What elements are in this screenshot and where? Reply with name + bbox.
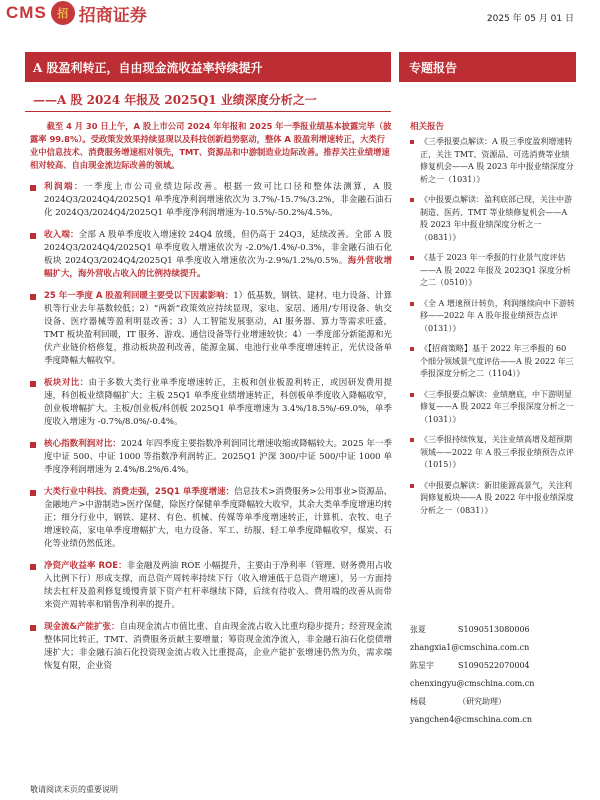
bullet-text: 一季度上市公司业绩边际改善。根据一致可比口径和整体法测算，A 股 2024Q3/2024Q4/2025Q1 单季度净利润增速依次为 3.7%/-15.7%/3.2%，非金融石油石化 2024Q3/2024Q4/2025Q1 单季度净利润增速为-10.5%/-50.2%/4.5%。 xyxy=(44,182,392,218)
bullet-marker-icon xyxy=(30,564,36,570)
analyst-email[interactable]: chenxingyu@cmschina.com.cn xyxy=(410,679,535,688)
related-report-link[interactable]: 《中报要点解读：新旧能源高景气，关注利润修复板块——A 股 2022 年中报业绩深度分析之一（0831）》 xyxy=(410,480,576,518)
headline-bar xyxy=(25,52,391,82)
logo-en: CMS xyxy=(6,3,47,22)
related-report-link[interactable]: 《三季报持续恢复，关注业绩高增及超预期领域——2022 年 A 股三季报业绩预告点评（1015）》 xyxy=(410,434,576,472)
related-report-link[interactable]: 《【招商策略】基于 2022 年三季报的 60 个细分领域景气度评估——A 股 2022 年三季报深度分析之二（1104）》 xyxy=(410,343,576,381)
bullet-marker-icon xyxy=(30,490,36,496)
report-type-bar xyxy=(399,52,576,82)
analyst-id: （研究助理） xyxy=(458,697,506,706)
analyst-name: 杨晨 xyxy=(410,697,426,706)
bullet-text: 自由现金流占市值比重、自由现金流占收入比重均稳步提升；经营现金流整体同比转正，TMT、消费服务贡献主要增量；筹资现金流净流入，非金融石油石化偿债增速扩大；非金融石油石化投资现金流占收入比重提高，企业产能扩张增速仍然为负，需求端恢复有限，企业资 xyxy=(44,622,392,671)
lead-prefix: 截至 4 月 30 日上午， xyxy=(46,121,134,131)
analyst-block xyxy=(410,621,576,729)
lead-paragraph xyxy=(30,120,392,172)
report-date: 2025 年 05 月 01 日 xyxy=(486,14,574,24)
analyst-row xyxy=(410,693,576,711)
bullet-indices xyxy=(30,438,392,477)
bullet-sectors xyxy=(30,486,392,551)
bullet-profit xyxy=(30,181,392,220)
related-report-link[interactable]: 《三季报要点解读：A 股三季度盈利增速转正，关注 TMT、资源品、可选消费等业绩修复机会——A 股 2023 年中报业绩深度分析之一（1031）》 xyxy=(410,136,576,186)
divider xyxy=(25,111,391,112)
bullet-text: 由于多数大类行业单季度增速转正，主板和创业板盈利转正，或因研发费用提速，科创板业绩降幅扩大；主板 25Q1 单季度业绩增速转正，科创板单季度收入降幅收窄，创业板增幅扩大。主板/创业板/科创板 2025Q1 单季度增速为 3.4%/18.5%/-69.0%，单季度收入增速为 -0.7%/8.0%/-0.4%。 xyxy=(44,378,392,427)
bullet-head: 核心指数利润对比： xyxy=(44,439,121,449)
bullet-marker-icon xyxy=(30,442,36,448)
bullet-head: 板块对比： xyxy=(44,378,89,388)
analyst-id: S1090513080006 xyxy=(458,625,530,634)
bullet-emphasis: 海外营收增幅扩大，海外营收占收入的比例持续提升。 xyxy=(44,256,392,279)
related-report-link[interactable]: 《全 A 增速预计转负，利润继续向中下游转移——2022 年 A 股年报业绩预告点评（0131）》 xyxy=(410,298,576,336)
analyst-id: S1090522070004 xyxy=(458,661,530,670)
analyst-email[interactable]: yangchen4@cmschina.com.cn xyxy=(410,715,533,724)
sidebar xyxy=(410,120,576,525)
footer-disclaimer: 敬请阅读末页的重要说明 xyxy=(30,785,118,794)
logo-badge-icon: 招 xyxy=(51,1,75,25)
bullet-text: 1）低基数，钢铁、建材、电力设备、计算机等行业去年基数较低；2）“两新”政策效应持续显现，家电、家居、通用/专用设备、轨交设备、医疗器械等盈利明显改善；3）人工智能发展驱动，AI 服务器、算力等需求旺盛，TMT 板块盈利回暖，IT 服务、游戏、通信设备等行业增速较快；4）一季度部分新能源和光伏产业链价格修复，推动板块盈利改善，能源金属、电池行业单季度增速转正，光伏设备单季度降幅大幅收窄。 xyxy=(44,291,392,366)
subtitle: ——A 股 2024 年报及 2025Q1 业绩深度分析之一 xyxy=(33,93,317,107)
related-report-link[interactable]: 《基于 2023 年一季报的行业景气度评估——A 股 2022 年报及 2023Q1 深度分析之二（0510）》 xyxy=(410,252,576,290)
analyst-email[interactable]: zhangxia1@cmschina.com.cn xyxy=(410,643,530,652)
bullet-marker-icon xyxy=(30,381,36,387)
bullet-cashflow xyxy=(30,621,392,673)
bullet-text: 全部 A 股单季度收入增速较 24Q4 放缓，但仍高于 24Q3，延续改善。全部 A 股 2024Q3/2024Q4/2025Q1 单季度收入增速依次为 -2.0%/1.4%/-0.3%，非金融石油石化板块 2024Q3/2024Q4/2025Q1 单季度收入增速依次为-2.9%/1.2%/0.5%。 xyxy=(44,230,392,266)
related-report-link[interactable]: 《三季报要点解读：业绩磨底，中下游明显修复——A 股 2022 年三季报深度分析之一（1031）》 xyxy=(410,389,576,427)
bullet-head: 现金流&产能扩张： xyxy=(44,622,120,632)
bullet-marker-icon xyxy=(30,233,36,239)
lead-text: A 股上市公司 2024 年年报和 2025 年一季报业绩基本披露完毕（披露率 99.8%）。受政策发效果持续显现以及科技创新趋势驱动，整体 A 股盈利增速转正，大类行业中信息技术、消费服务增速相对领先，TMT、资源品和中游制造业边际改善。推荐关注业绩增速相对较高、自由现金流边际改善的领域。 xyxy=(30,121,392,170)
report-type: 专题报告 xyxy=(409,60,458,75)
bullet-marker-icon xyxy=(30,294,36,300)
bullet-roe xyxy=(30,560,392,612)
bullet-marker-icon xyxy=(30,625,36,631)
related-reports-title: 相关报告 xyxy=(410,122,445,132)
related-report-link[interactable]: 《中报要点解读：盈利底部已现，关注中游制造、医药、TMT 等业绩修复机会——A 股 2023 年中报业绩深度分析之一（0831）》 xyxy=(410,194,576,244)
bullet-head: 大类行业中科技、消费走强，25Q1 单季度增速： xyxy=(44,487,235,497)
headline: A 股盈利转正，自由现金流收益率持续提升 xyxy=(33,60,263,75)
main-content xyxy=(30,120,392,673)
bullet-head: 25 年一季度 A 股盈利回暖主要受以下因素影响： xyxy=(44,291,234,301)
analyst-name: 陈星宇 xyxy=(410,661,434,670)
analyst-row xyxy=(410,621,576,639)
logo-cn: 招商证券 xyxy=(78,5,147,26)
bullet-marker-icon xyxy=(30,185,36,191)
bullet-revenue xyxy=(30,229,392,281)
bullet-head: 利润端： xyxy=(44,182,84,192)
bullet-drivers xyxy=(30,290,392,368)
bullet-head: 净资产收益率 ROE： xyxy=(44,561,127,571)
bullet-text: 2024 年四季度主要指数净利润同比增速收缩或降幅较大。2025 年一季度中证 500、中证 1000 等指数净利润转正。2025Q1 沪深 300/中证 500/中证 1000 单季度净利润增速为 2.4%/8.2%/6.4%。 xyxy=(44,439,392,475)
bullet-text: 非金融及两油 ROE 小幅提升，主要由于净利率（管理、财务费用占收入比例下行）形成支撑，而总资产周转率持续下行（收入增速低于总资产增速），另一方面持续去杠杆及盈利修复缓慢背景下资产杠杆率继续下降，后续有待收入、费用端的改善从而带来资产周转率和销售净利率的提升。 xyxy=(44,561,392,610)
bullet-text: 信息技术>消费服务>公用事业>资源品、金融地产>中游制造>医疗保健，除医疗保健单季度降幅较大收窄，其余大类单季度增速均转正；细分行业中，钢铁、建材、有色、机械、传媒等单季度增速转正，计算机、农牧、电子增速较高，家电单季度增幅扩大，电力设备、军工、纺服、轻工单季度降幅收窄，煤炭、石化等业绩仍然低迷。 xyxy=(44,487,392,549)
analyst-row xyxy=(410,657,576,675)
bullet-head: 收入端： xyxy=(44,230,79,240)
bullet-boards xyxy=(30,377,392,429)
analyst-name: 张夏 xyxy=(410,625,426,634)
company-logo xyxy=(6,0,147,26)
